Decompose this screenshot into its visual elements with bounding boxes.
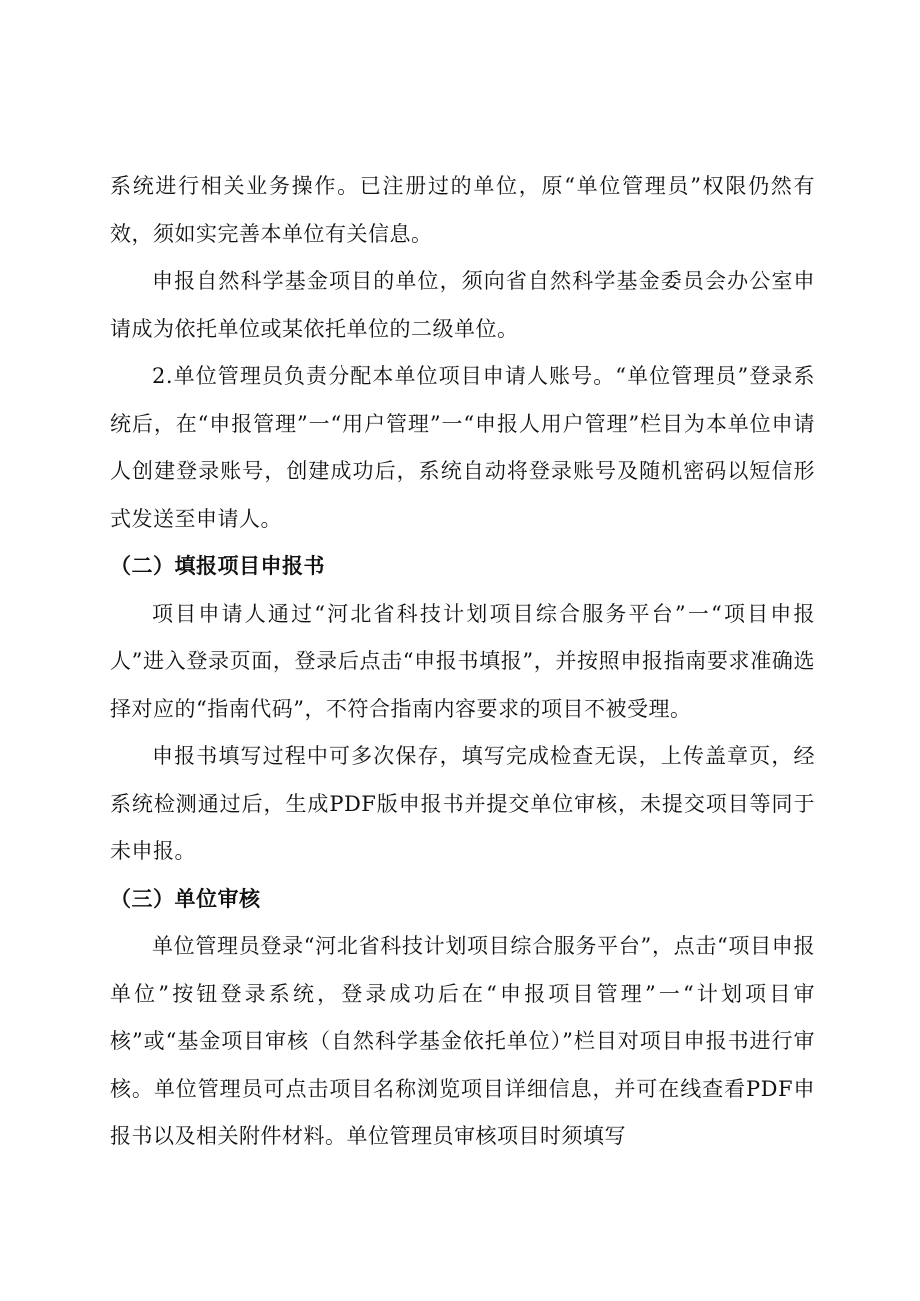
paragraph-account-allocation: 2.单位管理员负责分配本单位项目申请人账号。“单位管理员”登录系统后，在“申报管理”一“用户管理”一“申报人用户管理”栏目为本单位申请人创建登录账号，创建成功后，系统自动将登录账号及随机密码以短信形式发送至申请人。	[110, 364, 815, 531]
paragraph-fund-unit: 申报自然科学基金项目的单位，须向省自然科学基金委员会办公室申请成为依托单位或某依托单位的二级单位。	[110, 269, 815, 341]
section-heading-fill-application: （二）填报项目申报书	[110, 554, 325, 578]
section-heading-unit-review: （三）单位审核	[110, 886, 261, 911]
paragraph-continuation: 系统进行相关业务操作。已注册过的单位，原“单位管理员”权限仍然有效，须如实完善本单位有关信息。	[110, 174, 815, 246]
document-body	[110, 163, 815, 1161]
paragraph-applicant-login: 项目申请人通过“河北省科技计划项目综合服务平台”一“项目申报人”进入登录页面，登录后点击“申报书填报”，并按照申报指南要求准确选择对应的“指南代码”，不符合指南内容要求的项目不被受理。	[110, 601, 815, 721]
paragraph-save-submit: 申报书填写过程中可多次保存，填写完成检查无误，上传盖章页，经系统检测通过后，生成PDF版申报书并提交单位审核，未提交项目等同于未申报。	[110, 744, 815, 863]
paragraph-unit-review: 单位管理员登录“河北省科技计划项目综合服务平台”，点击“项目申报单位”按钮登录系统，登录成功后在“申报项目管理”一“计划项目审核”或“基金项目审核（自然科学基金依托单位）”栏目对项目申报书进行审核。单位管理员可点击项目名称浏览项目详细信息，并可在线查看PDF申报书以及相关附件材料。单位管理员审核项目时须填写	[110, 934, 815, 1148]
